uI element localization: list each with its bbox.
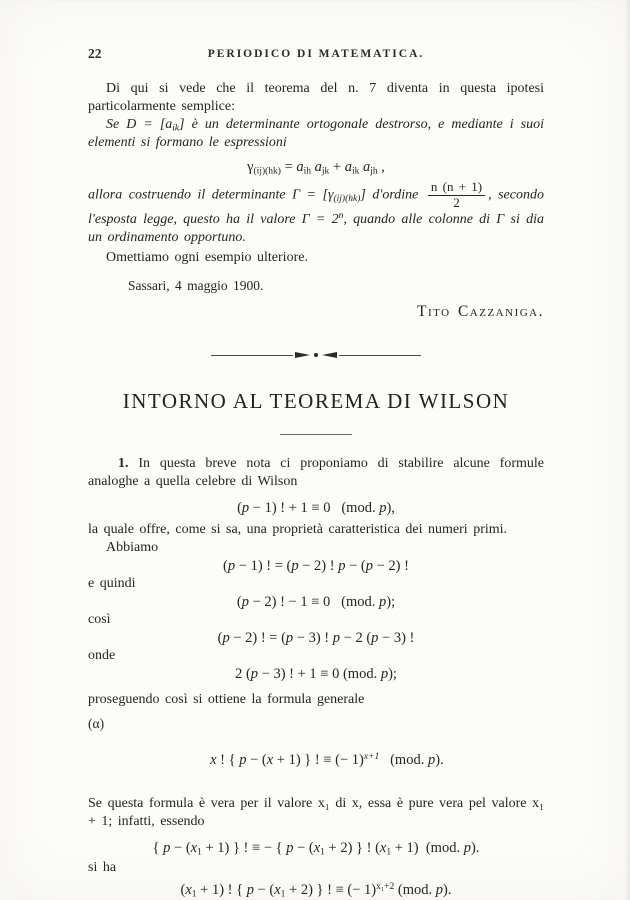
- paragraph-proseguendo: proseguendo così si ottiene la formula generale: [88, 691, 365, 707]
- article-title: INTORNO AL TEOREMA DI WILSON: [122, 388, 510, 413]
- author-signature: Tito Cazzaniga.: [416, 302, 544, 320]
- intro-section-number: 1.: [118, 455, 129, 471]
- divider-dot-icon: [314, 353, 318, 357]
- divider-line-left: [211, 355, 293, 356]
- paragraph-e-quindi: e quindi: [88, 575, 136, 591]
- paragraph-onde: onde: [88, 647, 116, 663]
- page-number: 22: [88, 46, 102, 61]
- paragraph-intro: [88, 455, 544, 491]
- formula-wilson: (p − 1) ! + 1 ≡ 0 (mod. p),: [237, 499, 395, 516]
- divider-line-right: [339, 355, 421, 356]
- formula-3: (p − 2) ! = (p − 3) ! p − 2 (p − 3) !: [217, 629, 415, 646]
- formula-induction-step: { $p - (x_1 + 1)$ } ! ≡ − { $p - (x_1 + 2)$ } ! $(x_1 + 1)$ (mod. p).: [152, 839, 480, 858]
- paragraph-cosi: così: [88, 611, 111, 627]
- formula-1: (p − 1) ! = (p − 2) ! p − (p − 2) !: [223, 557, 409, 574]
- paragraph-determinant-hypothesis: Se $D = [a_{ik}]$ è un determinante ortogonale destrorso, e mediante i suoi elementi si formano le espressioni: [88, 117, 544, 150]
- alpha-equation-label: (α): [88, 715, 105, 731]
- section-divider: [88, 351, 544, 360]
- divider-arrow-left-icon: [322, 352, 337, 358]
- title-rule: [280, 434, 352, 435]
- paragraph-gamma-determinant: allora costruendo il determinante $\Gamma = [\gamma_{(ij)(hk)}]$ d'ordine $\frac{n (n + 1)}{2}$ , secondo l'esposta legge, questo ha il valore $\Gamma = 2^n$, quando alle colonne di Γ si dia un ordinamento opportuno.: [88, 179, 544, 245]
- paragraph-theorem-remark: Di qui si vede che il teorema del n. 7 diventa in questa ipotesi particolarmente semplice:: [88, 81, 544, 114]
- formula-4: 2 (p − 3) ! + 1 ≡ 0 (mod. p);: [235, 665, 397, 682]
- formula-gamma: $\gamma_{(ij)(hk)} = a_{ih}$ $a_{jk} + a_{ik}$ $a_{jh}$ ,: [247, 159, 385, 177]
- formula-2: (p − 2) ! − 1 ≡ 0 (mod. p);: [236, 593, 396, 610]
- intro-text: In questa breve nota ci proponiamo di stabilire alcune formule analoghe a quella celebre di Wilson: [88, 455, 544, 489]
- formula-alpha-row: [88, 715, 544, 787]
- divider-arrow-right-icon: [295, 352, 310, 358]
- running-header: [88, 46, 544, 62]
- formula-alpha: x ! { p − (x + 1) } ! ≡ (− 1)$^{x+1}$ (mod. p).: [210, 751, 444, 768]
- journal-title: PERIODICO DI MATEMATICA.: [207, 48, 425, 60]
- paragraph-induction: Se questa formula è vera per il valore x₁ di x, essa è pure vera pel valore x₁ + 1; infatti, essendo: [88, 795, 544, 829]
- paragraph-si-ha: si ha: [88, 859, 117, 875]
- paragraph-omettiamo: Omettiamo ogni esempio ulteriore.: [106, 249, 308, 265]
- paragraph-abbiamo: Abbiamo: [106, 539, 159, 555]
- dateline: Sassari, 4 maggio 1900.: [128, 277, 264, 293]
- formula-induction-result: $(x_1 + 1)$ ! { $p - (x_1 + 2)$ } ! ≡ (− 1)$^{x_1+2}$ (mod. p).: [180, 881, 452, 900]
- paragraph-la-quale: la quale offre, come si sa, una proprietà caratteristica dei numeri primi.: [88, 521, 508, 537]
